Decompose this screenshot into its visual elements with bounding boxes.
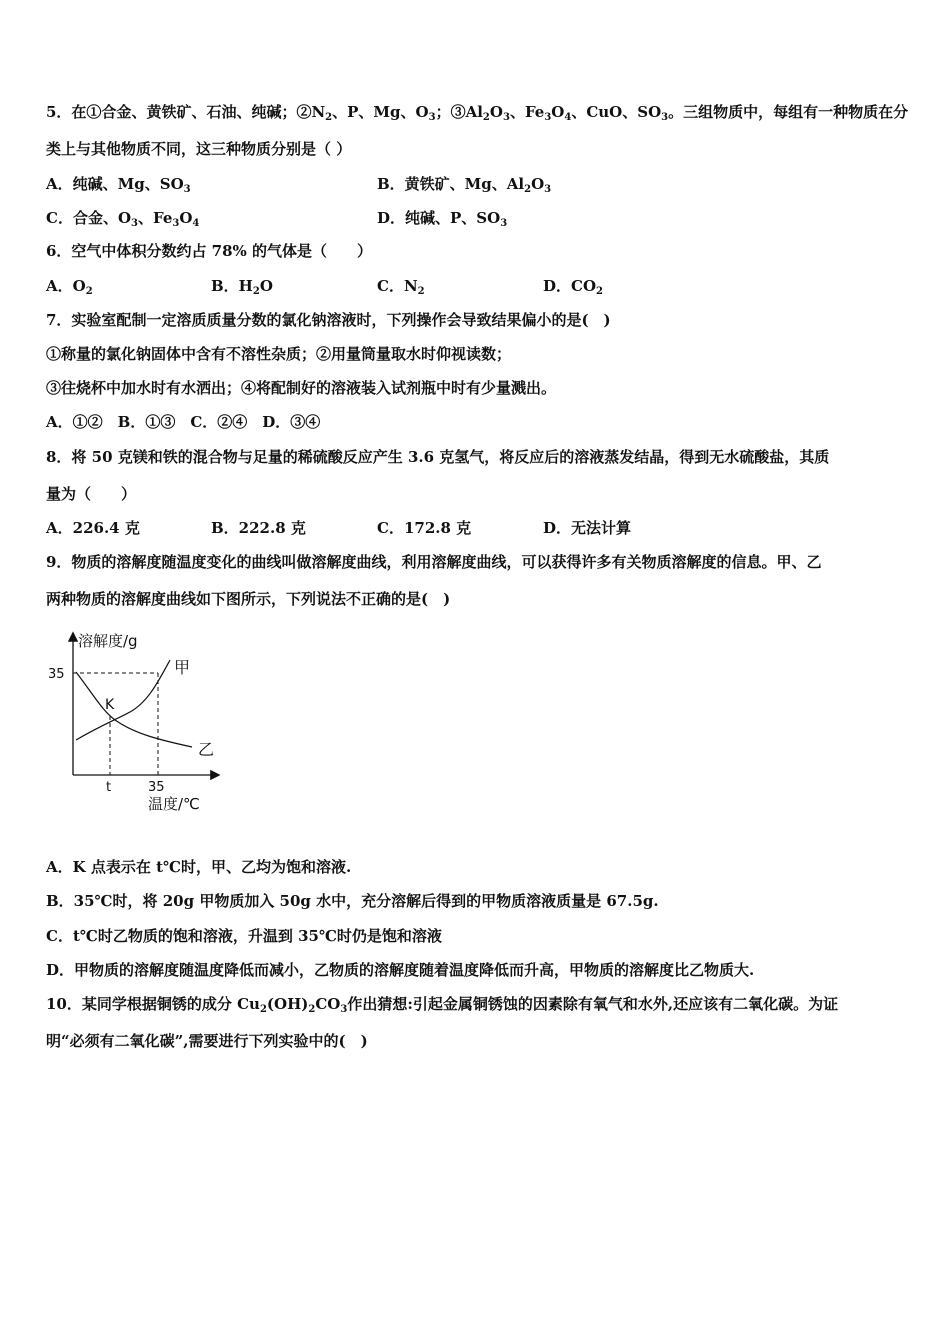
- q8-line1: 8．将 50 克镁和铁的混合物与足量的稀硫酸反应产生 3.6 克氢气，将反应后的溶液蒸发结晶，得到无水硫酸盐，其质: [46, 448, 830, 466]
- q9-line2: 两种物质的溶解度曲线如下图所示，下列说法不正确的是( ): [46, 590, 451, 608]
- q5-line1: 5．在①合金、黄铁矿、石油、纯碱；$②N_2$、P、Mg、$O_3$；$③Al_2O_3$、$Fe_3O_4$、CuO、$SO_3$。三组物质中，每组有一种物质在分: [46, 103, 909, 123]
- x-tick-35: 35: [148, 780, 165, 795]
- q9-line1: 9．物质的溶解度随温度变化的曲线叫做溶解度曲线，利用溶解度曲线，可以获得许多有关物质溶解度的信息。甲、乙: [46, 553, 822, 571]
- q8-line2: 量为（ ）: [46, 485, 137, 503]
- x-axis-label: 温度/℃: [148, 795, 200, 813]
- x-tick-t: t: [106, 780, 112, 795]
- q9-option-b: B．35℃时，将 20g 甲物质加入 50g 水中，充分溶解后得到的甲物质溶液质量是 67.5g.: [46, 892, 659, 910]
- q5-option-a: A．纯碱、Mg、$SO_3$: [46, 175, 191, 195]
- y-axis-label: 溶解度/g: [78, 632, 138, 650]
- q5-option-b: B．黄铁矿、Mg、$Al_2O_3$: [377, 175, 552, 195]
- y-tick-35: 35: [48, 667, 65, 682]
- q9-option-c: C．t℃时乙物质的饱和溶液，升温到 35℃时仍是饱和溶液: [46, 927, 442, 945]
- solubility-graph: [40, 622, 230, 822]
- q9-option-a: A．K 点表示在 t℃时，甲、乙均为饱和溶液.: [46, 858, 352, 876]
- q6-option-b: B．$H_2O$: [211, 277, 273, 297]
- curve-jia: [76, 660, 170, 740]
- q8-option-b: B．222.8 克: [211, 519, 306, 537]
- k-point-label: K: [105, 697, 115, 713]
- q8-option-d: D．无法计算: [543, 519, 632, 537]
- q9-option-d: D．甲物质的溶解度随温度降低而减小，乙物质的溶解度随着温度降低而升高，甲物质的溶解度比乙物质大.: [46, 961, 755, 979]
- q10-line2: 明“必须有二氧化碳”,需要进行下列实验中的( ): [46, 1032, 368, 1050]
- q5-line2: 类上与其他物质不同，这三种物质分别是（ ）: [46, 140, 352, 158]
- q7-line2: ①称量的氯化钠固体中含有不溶性杂质；②用量筒量取水时仰视读数；: [46, 345, 512, 363]
- q5-option-c: C．合金、$O_3$、$Fe_3O_4$: [46, 209, 200, 229]
- q8-option-a: A．226.4 克: [46, 519, 140, 537]
- q6-option-a: A．$O_2$: [46, 277, 93, 297]
- curve-yi-label: 乙: [198, 740, 215, 759]
- q8-option-c: C．172.8 克: [377, 519, 472, 537]
- q7-line3: ③往烧杯中加水时有水洒出；④将配制好的溶液装入试剂瓶中时有少量溅出。: [46, 379, 557, 397]
- q7-options: A．①② B．①③ C．②④ D．③④: [46, 413, 321, 431]
- curve-jia-label: 甲: [174, 658, 191, 677]
- q10-line1: 10．某同学根据铜锈的成分 $Cu_2(OH)_2CO_3$作出猜想:引起金属铜锈蚀的因素除有氧气和水外,还应该有二氧化碳。为证: [46, 995, 839, 1015]
- q6-option-d: D．$CO_2$: [543, 277, 603, 297]
- q5-option-d: D．纯碱、P、$SO_3$: [377, 209, 508, 229]
- q6-stem: 6．空气中体积分数约占 78% 的气体是（ ）: [46, 242, 373, 260]
- q7-stem: 7．实验室配制一定溶质质量分数的氯化钠溶液时，下列操作会导致结果偏小的是( ): [46, 311, 611, 329]
- q6-option-c: C．$N_2$: [377, 277, 425, 297]
